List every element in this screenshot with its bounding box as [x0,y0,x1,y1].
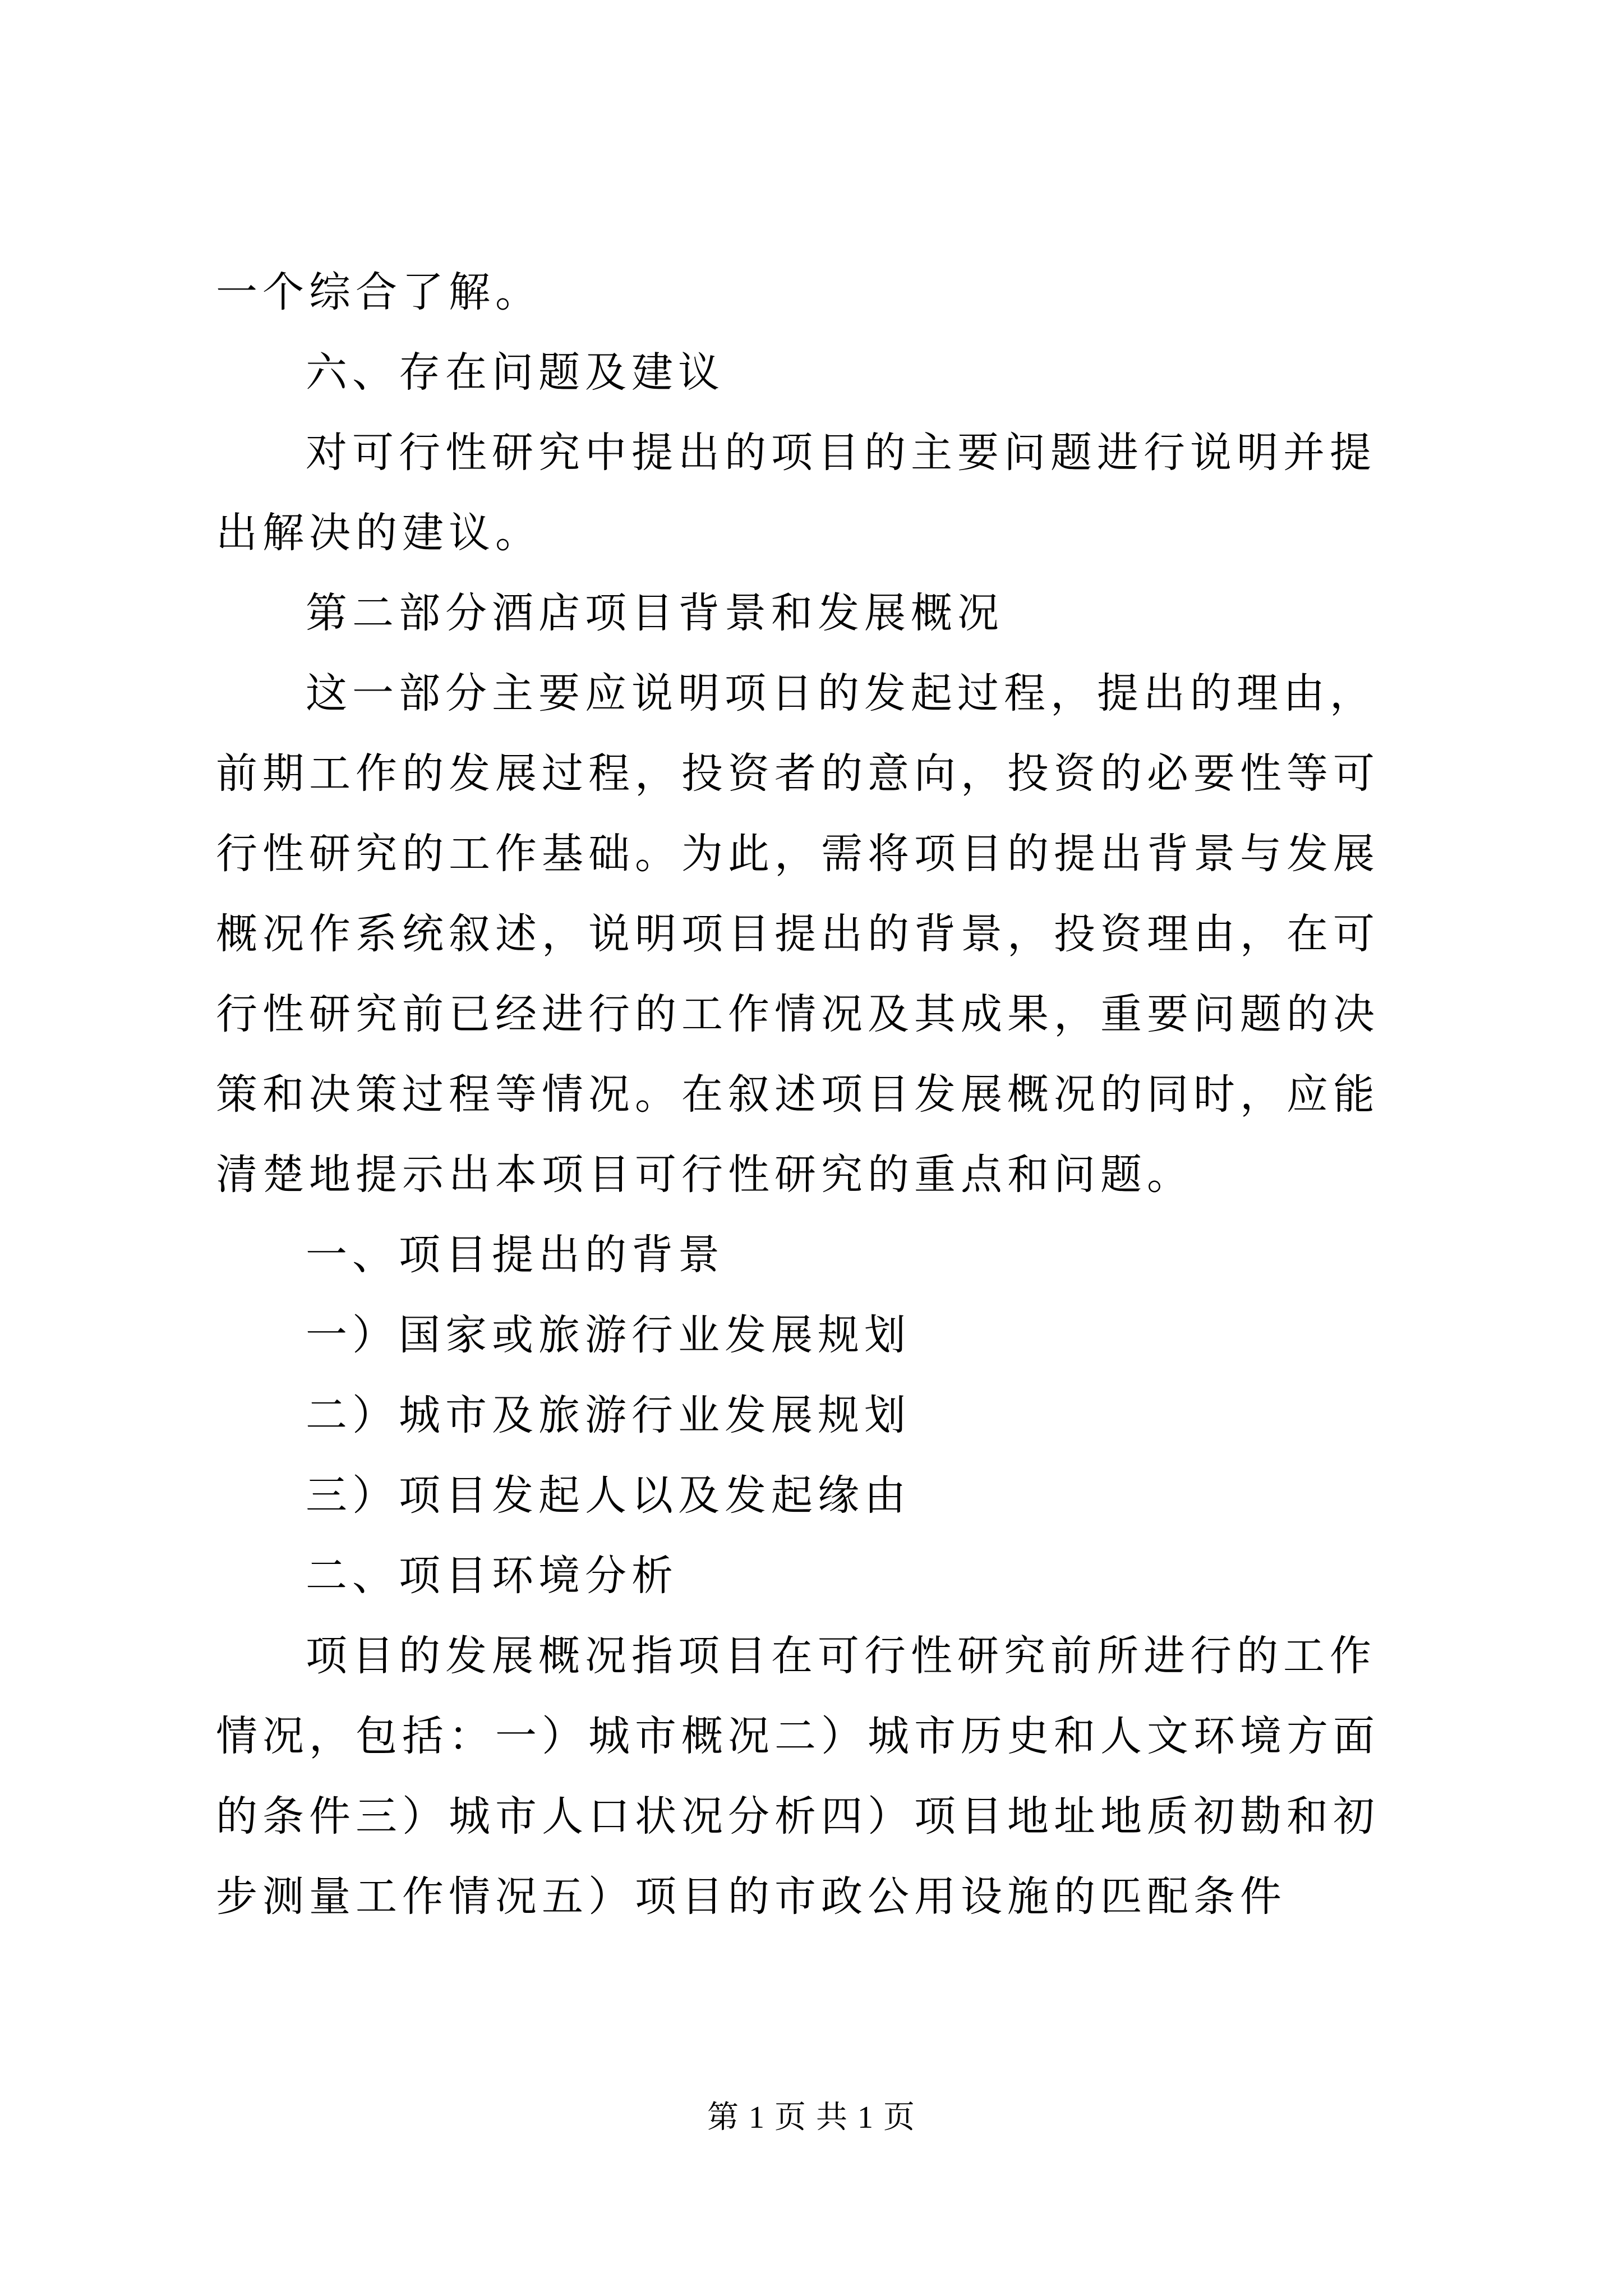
heading-issues-suggestions: 六、存在问题及建议 [306,348,725,397]
heading-environment-analysis: 二、项目环境分析 [306,1552,678,1600]
paragraph-environment-analysis: 项目的发展概况指项目在可行性研究前所进行的工作情况，包括：一）城市概况二）城市历史和人文环境方面的条件三）城市人口状况分析四）项目地址地质初勘和初步测量工作情况五）项目的市政公用设施的匹配条件 [216,1632,1380,1921]
page-footer: 第 1 页 共 1 页 [707,2100,916,2135]
paragraph-issues: 对可行性研究中提出的项目的主要问题进行说明并提出解决的建议。 [216,429,1376,557]
paragraph-continuation: 一个综合了解。 [216,268,542,316]
document-body [216,252,1416,1937]
paragraph-part-two-overview: 这一部分主要应说明项日的发起过程，提出的理由，前期工作的发展过程，投资者的意向，投资的必要性等可行性研究的工作基础。为此，需将项目的提出背景与发展概况作系统叙述，说明项目提出的背景，投资理由，在可行性研究前已经进行的工作情况及其成果，重要问题的决策和决策过程等情况。在叙述项目发展概况的同时，应能清楚地提示出本项目可行性研究的重点和问题。 [216,669,1380,1199]
list-item-national-plan: 一）国家或旅游行业发展规划 [306,1311,911,1359]
heading-project-background: 一、项目提出的背景 [306,1231,725,1279]
list-item-initiator: 三）项目发起人以及发起缘由 [306,1471,911,1520]
heading-part-two: 第二部分酒店项目背景和发展概况 [306,589,1004,637]
list-item-city-plan: 二）城市及旅游行业发展规划 [306,1391,911,1439]
